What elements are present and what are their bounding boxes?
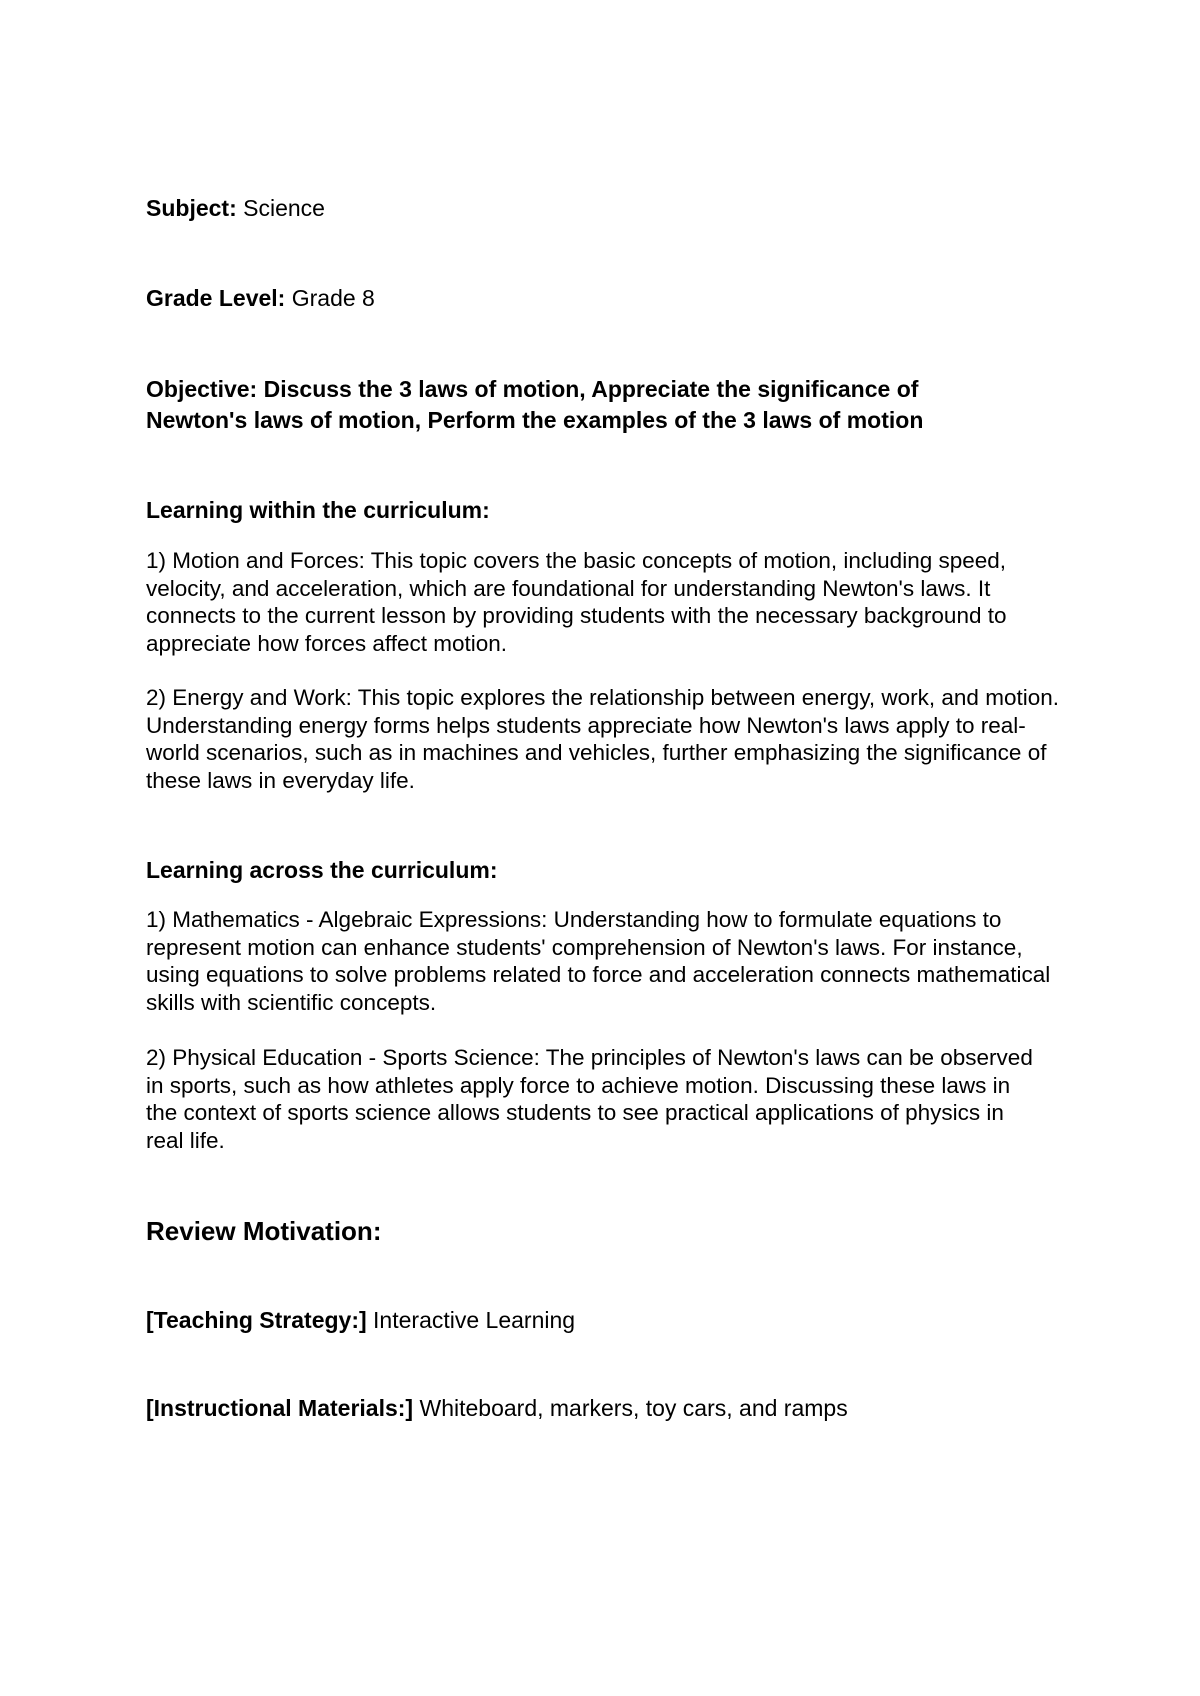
within-item-1: 1) Motion and Forces: This topic covers the basic concepts of motion, including speed, velocity, and acceleration, which are foundational for understanding Newton's laws. It connects to the current lesson by providing students with the necessary background to appreciate how forces affect motion. [146, 548, 1007, 656]
across-item-1: 1) Mathematics - Algebraic Expressions: Understanding how to formulate equations to represent motion can enhance students' comprehension of Newton's laws. For instance, using equations to solve problems related to force and acceleration connects mathematical skills with scientific concepts. [146, 907, 1051, 1015]
strategy-value: Interactive Learning [373, 1307, 576, 1333]
within-item-2: 2) Energy and Work: This topic explores the relationship between energy, work, and motion. Understanding energy forms helps students appreciate how Newton's laws apply to real-world scenarios, such as in machines and vehicles, further emphasizing the significance of these laws in everyday life. [146, 685, 1059, 793]
objective-line [146, 374, 1006, 436]
across-item-2: 2) Physical Education - Sports Science: The principles of Newton's laws can be observed in sports, such as how athletes apply force to achieve motion. Discussing these laws in the context of sports science allows students to see practical applications of physics in real life. [146, 1045, 1033, 1153]
strategy-label: [Teaching Strategy:] [146, 1307, 367, 1333]
subject-value: Science [243, 195, 325, 221]
objective-value: Discuss the 3 laws of motion, Appreciate the significance of Newton's laws of motion, Perform the examples of the 3 laws of motion [146, 376, 924, 433]
materials-value: Whiteboard, markers, toy cars, and ramps [419, 1395, 848, 1421]
subject-label: Subject: [146, 195, 237, 221]
subject-line [146, 194, 1076, 222]
materials-line [146, 1394, 1076, 1422]
across-heading: Learning across the curriculum: [146, 857, 498, 883]
grade-value: Grade 8 [291, 285, 375, 311]
materials-label: [Instructional Materials:] [146, 1395, 414, 1421]
strategy-line [146, 1306, 1076, 1334]
grade-line [146, 284, 1076, 312]
review-heading: Review Motivation: [146, 1216, 382, 1246]
objective-label: Objective: [146, 376, 258, 402]
grade-label: Grade Level: [146, 285, 286, 311]
within-heading: Learning within the curriculum: [146, 497, 490, 523]
